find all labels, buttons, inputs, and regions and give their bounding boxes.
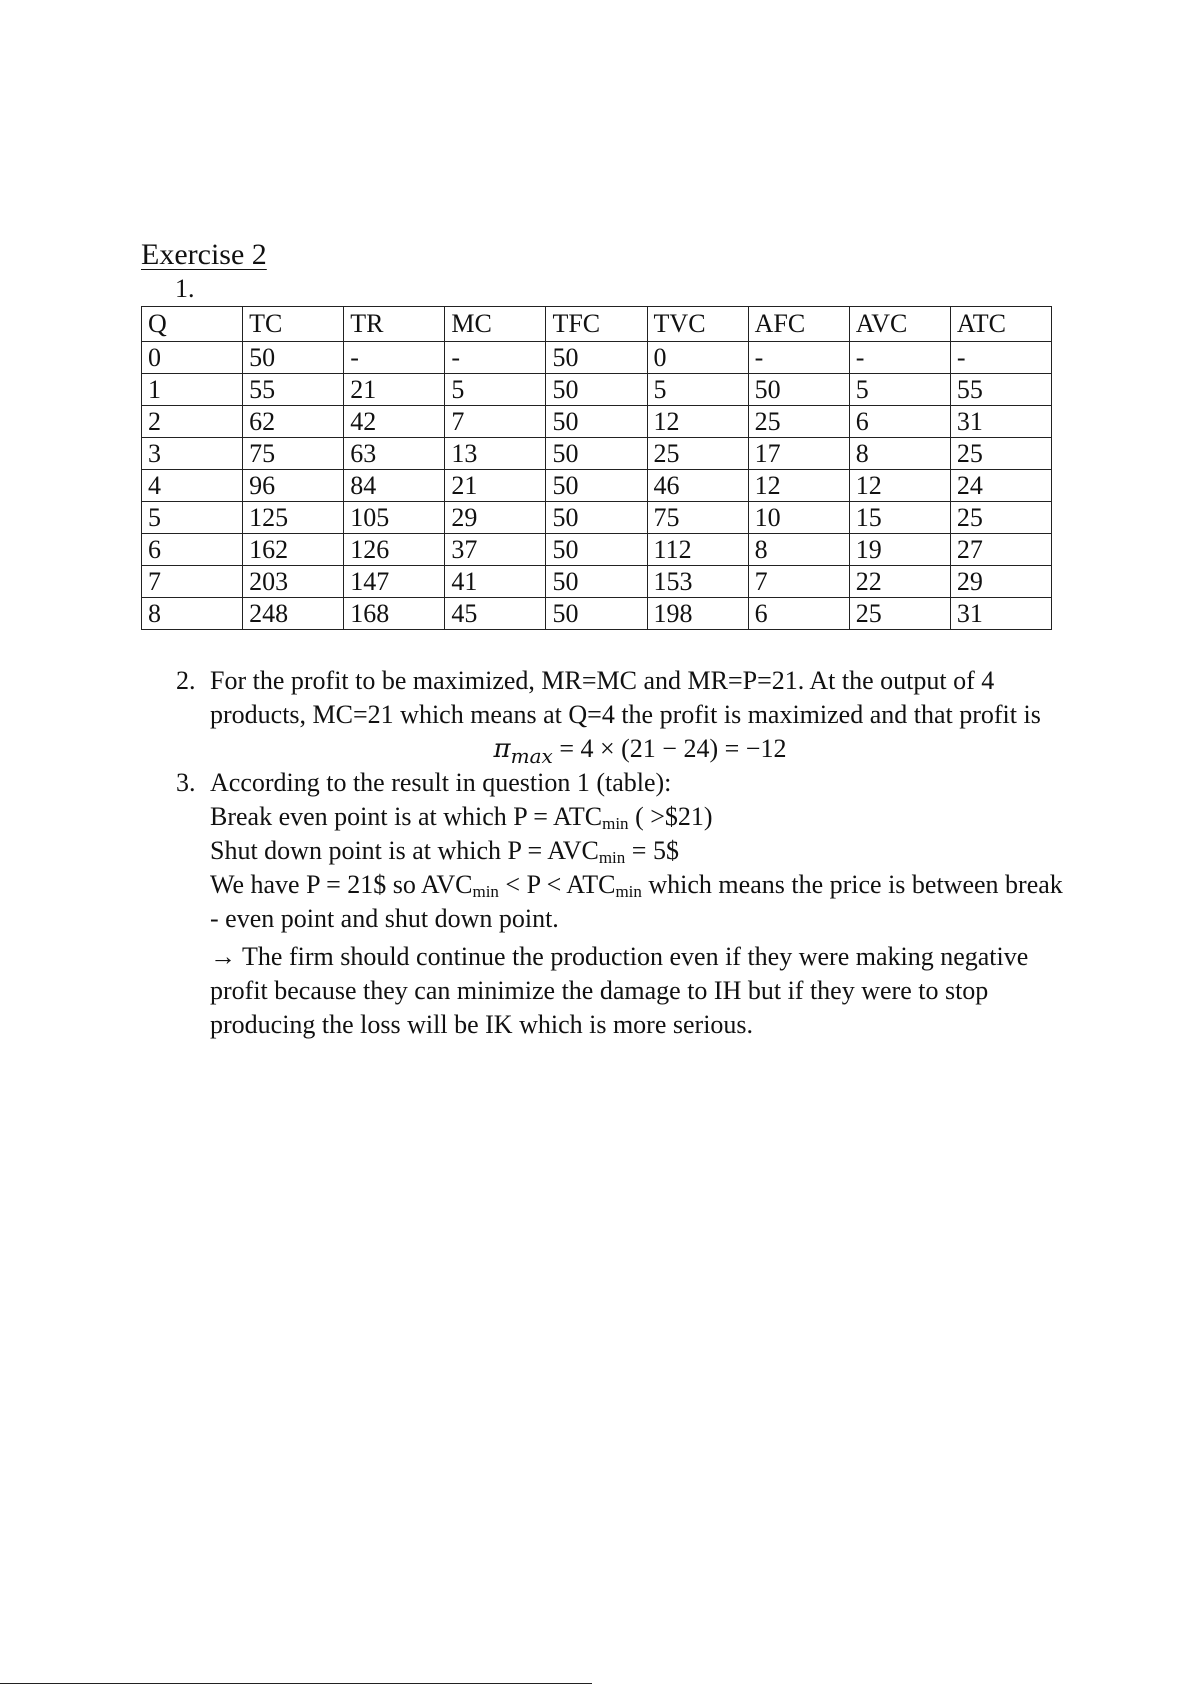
table-cell: 17 [748,438,849,470]
table-cell: 5 [647,374,748,406]
compare-suffix: which means the price is between break - even point and shut down point. [210,870,1063,933]
table-cell: 0 [142,342,243,374]
table-row [142,566,1052,598]
comparison-line [210,868,1070,936]
table-cell: 126 [344,534,445,566]
table-cell: 31 [950,598,1051,630]
table-cell: 6 [142,534,243,566]
pi-subscript: max [510,744,553,768]
profit-formula [210,732,1070,766]
table-cell: 198 [647,598,748,630]
shutdown-sub: min [598,848,626,867]
question-2-number: 2. [176,666,196,695]
table-cell: 153 [647,566,748,598]
table-cell: 12 [849,470,950,502]
table-cell: 4 [142,470,243,502]
table-row [142,438,1052,470]
table-cell: 105 [344,502,445,534]
break-even-suffix: ( >$21) [628,802,713,831]
table-cell: 7 [748,566,849,598]
table-cell: 10 [748,502,849,534]
table-cell: 19 [849,534,950,566]
table-cell: 12 [748,470,849,502]
table-cell: 125 [243,502,344,534]
table-cell: 7 [445,406,546,438]
footer-rule [0,1683,592,1684]
question-3-number: 3. [176,768,196,797]
table-cell: 27 [950,534,1051,566]
table-cell: 31 [950,406,1051,438]
shutdown-line [210,834,1070,868]
table-cell: 5 [445,374,546,406]
column-header-tvc: TVC [647,307,748,342]
table-cell: 5 [849,374,950,406]
table-cell: 2 [142,406,243,438]
table-cell: 55 [950,374,1051,406]
column-header-tfc: TFC [546,307,647,342]
page-title: Exercise 2 [141,238,267,271]
cost-table [141,306,1052,630]
column-header-atc: ATC [950,307,1051,342]
shutdown-prefix: Shut down point is at which P = AVC [210,836,599,865]
table-cell: 45 [445,598,546,630]
column-header-avc: AVC [849,307,950,342]
table-cell: 162 [243,534,344,566]
table-cell: 50 [546,566,647,598]
table-cell: 50 [748,374,849,406]
question-1-number: 1. [175,274,195,303]
question-3-intro: According to the result in question 1 (table): [210,768,672,797]
table-cell: 147 [344,566,445,598]
compare-sub-1: min [472,882,499,901]
table-cell: - [748,342,849,374]
table-cell: 62 [243,406,344,438]
table-cell: 24 [950,470,1051,502]
table-cell: 22 [849,566,950,598]
question-2-text: For the profit to be maximized, MR=MC and MR=P=21. At the output of 4 products, MC=21 which means at Q=4 the profit is maximized and that profit is [210,666,1041,729]
compare-prefix: We have P = 21$ so AVC [210,870,473,899]
table-row [142,374,1052,406]
table-cell: 8 [748,534,849,566]
table-row [142,342,1052,374]
table-cell: 25 [950,502,1051,534]
table-cell: 7 [142,566,243,598]
table-row [142,406,1052,438]
column-header-q: Q [142,307,243,342]
table-cell: - [950,342,1051,374]
table-cell: 50 [546,534,647,566]
table-cell: 168 [344,598,445,630]
table-cell: 25 [950,438,1051,470]
break-even-sub: min [602,814,629,833]
table-cell: 37 [445,534,546,566]
break-even-line [210,800,1070,834]
table-cell: 50 [546,438,647,470]
table-cell: 21 [445,470,546,502]
conclusion-text: → The firm should continue the production even if they were making negative profit because they can minimize the damage to IH but if they were to stop producing the loss will be IK which is more serious. [210,942,1029,1039]
table-cell: 46 [647,470,748,502]
question-3 [170,766,1070,1042]
table-cell: 3 [142,438,243,470]
formula-rhs: = 4 × (21 − 24) = −12 [552,734,787,763]
table-cell: 5 [142,502,243,534]
table-cell: 50 [546,502,647,534]
table-cell: 75 [243,438,344,470]
table-cell: 0 [647,342,748,374]
table-cell: 29 [950,566,1051,598]
table-cell: - [344,342,445,374]
table-cell: 13 [445,438,546,470]
compare-sub-2: min [615,882,642,901]
table-cell: 248 [243,598,344,630]
pi-symbol: π [493,734,511,764]
table-cell: 25 [647,438,748,470]
table-row [142,502,1052,534]
column-header-afc: AFC [748,307,849,342]
column-header-tc: TC [243,307,344,342]
table-cell: 50 [546,598,647,630]
table-cell: 50 [546,342,647,374]
table-cell: 21 [344,374,445,406]
table-cell: 50 [546,374,647,406]
table-cell: 6 [849,406,950,438]
table-cell: 112 [647,534,748,566]
table-cell: 1 [142,374,243,406]
table-cell: 15 [849,502,950,534]
table-cell: 6 [748,598,849,630]
answer-list [170,664,1070,1042]
table-cell: 8 [142,598,243,630]
table-cell: 84 [344,470,445,502]
column-header-mc: MC [445,307,546,342]
table-cell: 25 [748,406,849,438]
table-cell: 96 [243,470,344,502]
table-cell: 8 [849,438,950,470]
shutdown-suffix: = 5$ [625,836,679,865]
table-cell: 42 [344,406,445,438]
table-cell: 29 [445,502,546,534]
table-cell: 50 [546,470,647,502]
table-cell: 203 [243,566,344,598]
question-2 [170,664,1070,766]
table-cell: - [445,342,546,374]
compare-middle: < P < ATC [498,870,616,899]
table-cell: 50 [546,406,647,438]
table-row [142,598,1052,630]
table-cell: - [849,342,950,374]
column-header-tr: TR [344,307,445,342]
table-row [142,470,1052,502]
table-cell: 63 [344,438,445,470]
table-cell: 12 [647,406,748,438]
break-even-prefix: Break even point is at which P = ATC [210,802,603,831]
table-cell: 75 [647,502,748,534]
table-cell: 41 [445,566,546,598]
table-body [142,342,1052,630]
table-cell: 25 [849,598,950,630]
table-row [142,534,1052,566]
table-cell: 50 [243,342,344,374]
table-header-row [142,307,1052,342]
table-cell: 55 [243,374,344,406]
